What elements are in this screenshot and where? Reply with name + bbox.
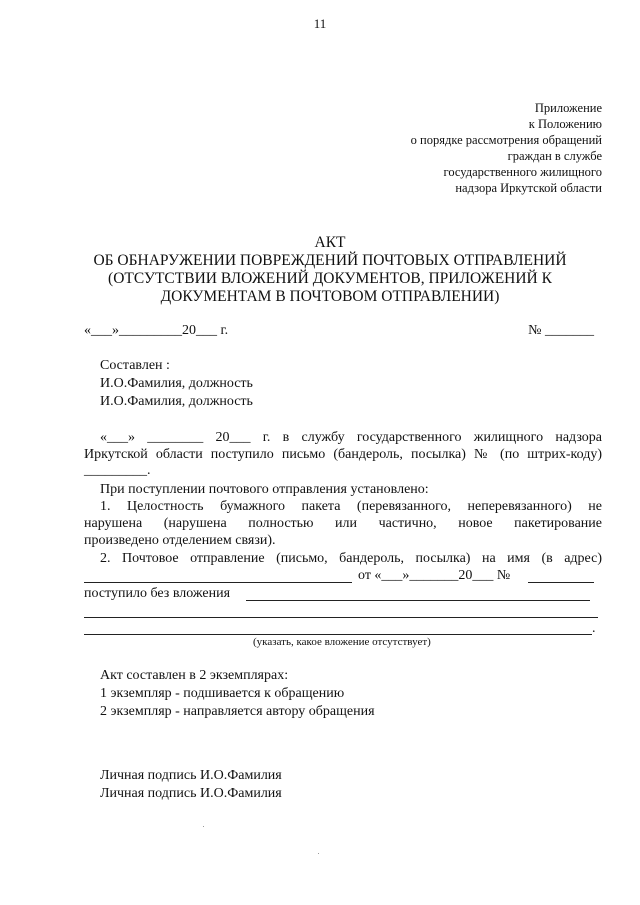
appendix-line: к Положению xyxy=(528,117,602,131)
address-blank xyxy=(84,582,352,583)
intro-line: «___» ________ 20___ г. в службу государственного жилищного надзора xyxy=(100,430,602,445)
title-line: (ОТСУТСТВИИ ВЛОЖЕНИЙ ДОКУМЕНТОВ, ПРИЛОЖЕНИЙ К xyxy=(108,270,552,287)
intro-line: Иркутской области поступило письмо (бандероль, посылка) № (по штрих-коду) xyxy=(84,447,602,462)
intro-line: _________. xyxy=(84,463,151,478)
attachment-blank xyxy=(246,600,590,601)
attachment-caption: (указать, какое вложение отсутствует) xyxy=(253,636,431,648)
title-line: ОБ ОБНАРУЖЕНИИ ПОВРЕЖДЕНИЙ ПОЧТОВЫХ ОТПРАВЛЕНИЙ xyxy=(93,252,567,269)
signature-line: Личная подпись И.О.Фамилия xyxy=(100,786,282,801)
attachment-blank xyxy=(84,634,592,635)
item1-line: нарушена (нарушена полностью или частично, новое пакетирование xyxy=(84,516,602,531)
copies-line: 1 экземпляр - подшивается к обращению xyxy=(100,686,345,701)
scan-speck xyxy=(203,826,204,827)
composed-person: И.О.Фамилия, должность xyxy=(100,376,253,391)
established-heading: При поступлении почтового отправления установлено: xyxy=(100,482,429,497)
copies-line: Акт составлен в 2 экземплярах: xyxy=(100,668,289,683)
title-line: ДОКУМЕНТАМ В ПОЧТОВОМ ОТПРАВЛЕНИИ) xyxy=(160,288,500,305)
date-line: «___»_________20___ г. xyxy=(84,323,229,338)
line-period: . xyxy=(592,621,596,636)
act-number-line: № _______ xyxy=(528,323,594,338)
appendix-line: граждан в службе xyxy=(507,149,602,163)
composed-person: И.О.Фамилия, должность xyxy=(100,394,253,409)
document-title xyxy=(80,234,580,306)
signature-line: Личная подпись И.О.Фамилия xyxy=(100,768,282,783)
item1-line: произведено отделением связи). xyxy=(84,533,276,548)
appendix-block xyxy=(411,100,602,196)
appendix-line: Приложение xyxy=(534,101,602,115)
item2-line: от «___»_______20___ № xyxy=(358,568,511,583)
appendix-line: государственного жилищного xyxy=(443,165,602,179)
number-blank xyxy=(528,582,594,583)
item1-line: 1. Целостность бумажного пакета (перевязанного, неперевязанного) не xyxy=(100,499,602,514)
copies-line: 2 экземпляр - направляется автору обращения xyxy=(100,704,375,719)
item2-line: 2. Почтовое отправление (письмо, бандероль, посылка) на имя (в адрес) xyxy=(100,551,602,566)
appendix-line: о порядке рассмотрения обращений xyxy=(410,133,602,147)
item2-line: поступило без вложения xyxy=(84,586,231,601)
page-number: 11 xyxy=(313,16,327,31)
scan-speck xyxy=(318,853,319,854)
appendix-line: надзора Иркутской области xyxy=(455,181,602,195)
title-line: АКТ xyxy=(314,234,346,251)
attachment-blank xyxy=(84,617,598,618)
composed-heading: Составлен : xyxy=(100,358,170,373)
